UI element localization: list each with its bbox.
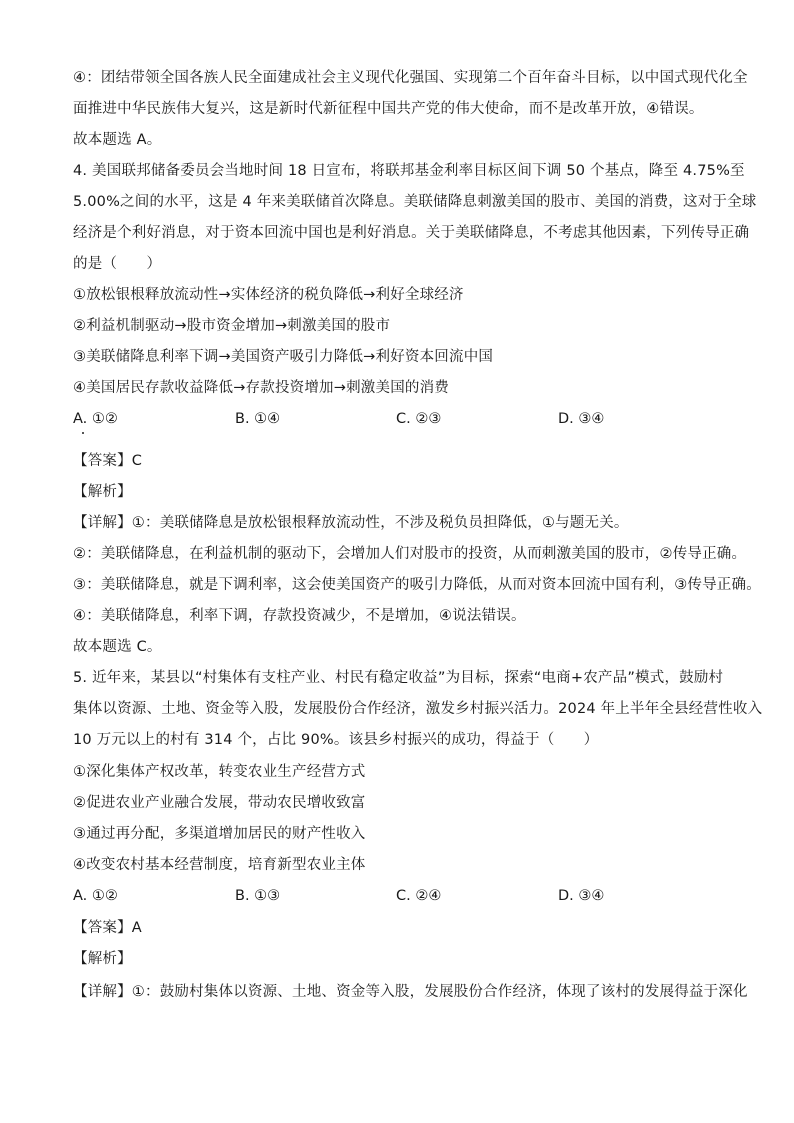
- q5-option-b: B. ①③: [235, 888, 281, 904]
- q5-stem-line: 10 万元以上的村有 314 个，占比 90%。该县乡村振兴的成功，得益于（ ）: [73, 732, 599, 748]
- stray-dot: [82, 432, 84, 434]
- q4-option-b: B. ①④: [235, 411, 281, 427]
- q4-answer: 【答案】C: [73, 453, 143, 469]
- q5-option-a: A. ①②: [73, 888, 118, 904]
- q4-option-d: D. ③④: [558, 411, 605, 427]
- q5-option-d: D. ③④: [558, 888, 605, 904]
- q5-option-c: C. ②④: [396, 888, 442, 904]
- q4-detail-line: ②：美联储降息，在利益机制的驱动下，会增加人们对股市的投资，从而刺激美国的股市，②传导正确。: [73, 546, 747, 562]
- q4-stem-line: 5.00%之间的水平，这是 4 年来美联储首次降息。美联储降息刺激美国的股市、美国的消费，这对于全球: [73, 194, 757, 210]
- q4-stem-line: 4. 美国联邦储备委员会当地时间 18 日宣布，将联邦基金利率目标区间下调 50 个基点，降至 4.75%至: [73, 163, 745, 179]
- q4-item: ①放松银根释放流动性→实体经济的税负降低→利好全球经济: [73, 287, 464, 303]
- q4-option-a: A. ①②: [73, 411, 118, 427]
- q5-stem-line: 集体以资源、土地、资金等入股，发展股份合作经济，激发乡村振兴活力。2024 年上半年全县经营性收入: [73, 701, 763, 717]
- q3-conclusion: 故本题选 A。: [73, 132, 162, 148]
- q4-detail-line: ④：美联储降息，利率下调，存款投资减少，不是增加，④说法错误。: [73, 608, 526, 624]
- q5-item: ③通过再分配，多渠道增加居民的财产性收入: [73, 826, 366, 842]
- q4-stem-line: 的是（ ）: [73, 256, 162, 272]
- q5-stem-line: 5. 近年来，某县以“村集体有支柱产业、村民有稳定收益”为目标，探索“电商+农产品”模式，鼓励村: [73, 670, 724, 686]
- q4-item: ③美联储降息利率下调→美国资产吸引力降低→利好资本回流中国: [73, 349, 494, 365]
- q4-detail-line: 【详解】①：美联储降息是放松银根释放流动性，不涉及税负员担降低，①与题无关。: [73, 515, 629, 531]
- q4-item: ④美国居民存款收益降低→存款投资增加→刺激美国的消费: [73, 380, 449, 396]
- q4-detail-line: ③：美联储降息，就是下调利率，这会使美国资产的吸引力降低，从而对资本回流中国有利，③传导正确。: [73, 577, 761, 593]
- q4-item: ②利益机制驱动→股市资金增加→刺激美国的股市: [73, 318, 391, 334]
- q5-item: ①深化集体产权改革，转变农业生产经营方式: [73, 764, 366, 780]
- q3-explanation-line: 面推进中华民族伟大复兴，这是新时代新征程中国共产党的伟大使命，而不是改革开放，④错误。: [73, 101, 704, 117]
- q4-conclusion: 故本题选 C。: [73, 639, 162, 655]
- q5-answer: 【答案】A: [73, 920, 142, 936]
- q4-analysis-heading: 【解析】: [73, 484, 132, 500]
- q5-analysis-heading: 【解析】: [73, 951, 132, 967]
- q3-explanation-line: ④：团结带领全国各族人民全面建成社会主义现代化强国、实现第二个百年奋斗目标，以中国式现代化全: [73, 70, 748, 86]
- q5-detail-line: 【详解】①：鼓励村集体以资源、土地、资金等入股，发展股份合作经济，体现了该村的发展得益于深化: [73, 984, 748, 1000]
- q5-item: ②促进农业产业融合发展，带动农民增收致富: [73, 795, 366, 811]
- q5-item: ④改变农村基本经营制度，培育新型农业主体: [73, 857, 366, 873]
- q4-stem-line: 经济是个利好消息，对于资本回流中国也是利好消息。关于美联储降息，不考虑其他因素，下列传导正确: [73, 225, 750, 241]
- q4-option-c: C. ②③: [396, 411, 442, 427]
